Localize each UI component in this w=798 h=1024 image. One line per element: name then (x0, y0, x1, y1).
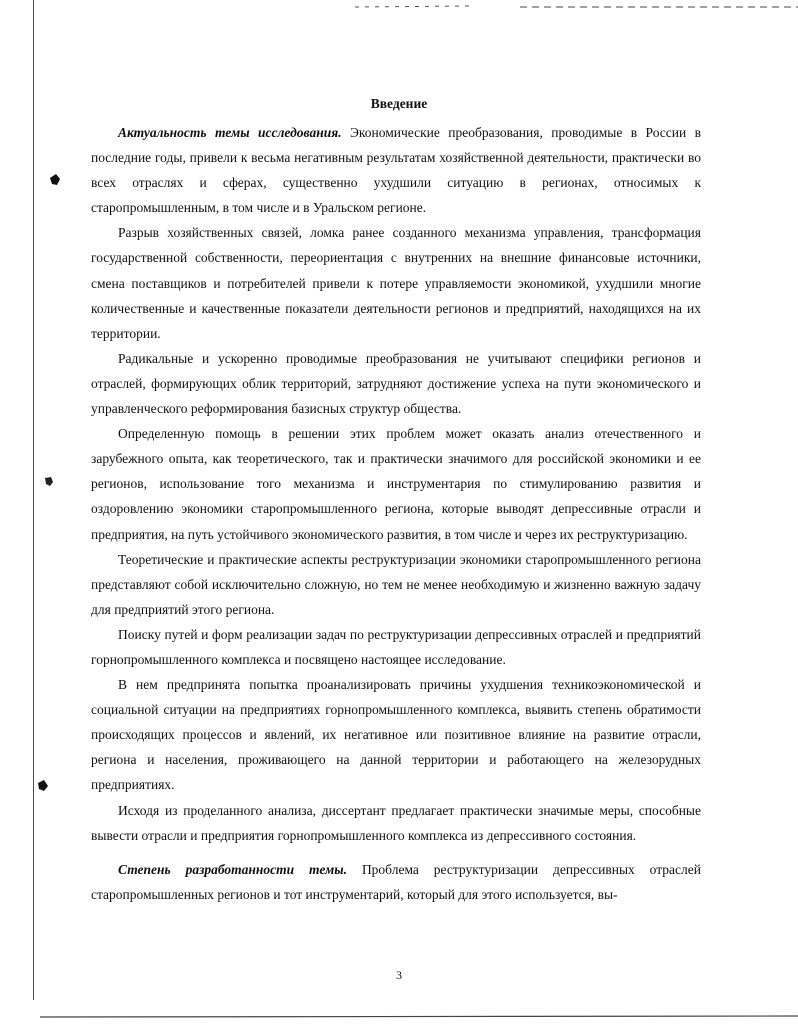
paragraph: Исходя из проделанного анализа, диссертант предлагает практически значимые меры, способные вывести отрасли и предприятия горнопромышленного комплекса из депрессивного состояния. (91, 802, 701, 843)
punch-hole-mark-1 (47, 172, 63, 188)
paragraph: Разрыв хозяйственных связей, ломка ранее созданного механизма управления, трансформация государственной собственности, переориентация с внутренних на внешние финансовые источники, смена поставщиков и потребителей привели к потере управляемости экономикой, ухудшили многие количественные и качественные показатели деятельности регионов и предприятий, находящихся на их территории. (91, 225, 701, 341)
section-lead: Актуальность темы исследования. (118, 125, 342, 140)
section-lead: Степень разработанности темы. (118, 861, 348, 877)
paragraph (91, 857, 701, 907)
document-body (91, 120, 701, 907)
paragraph: Теоретические и практические аспекты реструктуризации экономики старопромышленного региона представляют собой исключительно сложную, но тем не менее необходимую и жизненно важную задачу для предприятий этого региона. (91, 551, 701, 617)
paragraph (91, 120, 701, 220)
paragraph: Радикальные и ускоренно проводимые преобразования не учитывают специфики регионов и отраслей, формирующих облик территорий, затрудняют достижение успеха на пути экономического и управленческого реформирования базисных структур общества. (91, 350, 701, 417)
scan-left-edge (33, 0, 34, 1000)
paragraph-text: Экономические преобразования, проводимые в России в последние годы, привели к весьма негативным результатам хозяйственной деятельности, практически во всех отраслях и сферах, существенно ухудшили ситуацию в регионах, относимых к старопромышленным, в том числе и в Уральском регионе. (91, 125, 702, 216)
page-title: Введение (370, 96, 428, 111)
paragraph: Поиску путей и форм реализации задач по реструктуризации депрессивных отраслей и предприятий горнопромышленного комплекса и посвящено настоящее исследование. (91, 626, 701, 667)
paragraph-text: Проблема реструктуризации депрессивных отраслей старопромышленных регионов и тот инструментарий, который для этого используется, вы- (91, 861, 701, 902)
scan-bottom-edge (40, 1010, 798, 1024)
punch-hole-mark-2 (41, 474, 57, 490)
scan-top-edge (0, 0, 798, 14)
paragraph: В нем предпринята попытка проанализировать причины ухудшения техникоэкономической и социальной ситуации на предприятиях горнопромышленного комплекса, выявить степень обратимости происходящих процессов и явлений, их негативное или позитивное влияние на развитие отрасли, региона и населения, проживающего на данной территории и работающего на железорудных предприятиях. (91, 677, 701, 793)
punch-hole-mark-3 (35, 778, 51, 794)
paragraph: Определенную помощь в решении этих проблем может оказать анализ отечественного и зарубежного опыта, как теоретического, так и практически значимого для российской экономики и ее регионов, использование того механизма и инструментария по стимулированию развития и оздоровлению экономики старопромышленного региона, которые выводят депрессивные отрасли и предприятия, на путь устойчивого экономического развития, в том числе и через их реструктуризацию. (91, 426, 701, 542)
page-number: 3 (396, 968, 402, 982)
